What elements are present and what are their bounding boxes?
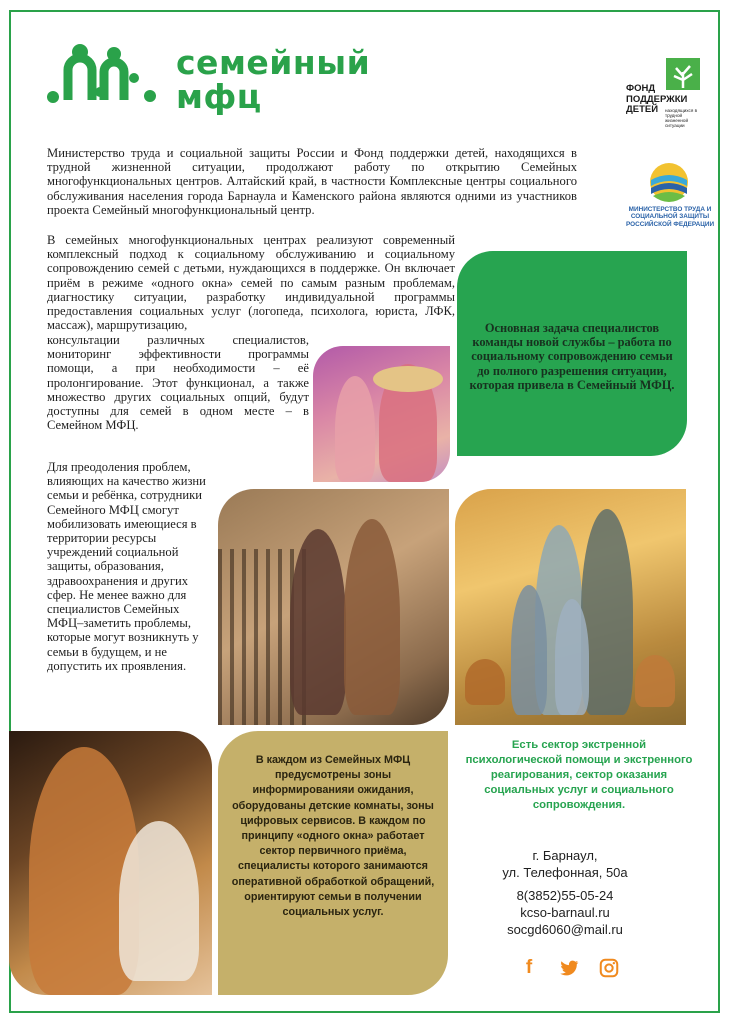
photo-mother-child (9, 731, 212, 995)
intro-paragraph: Министерство труда и социальной защиты России и Фонд поддержки детей, находящихся в трудной жизненной ситуации, продолжают работу по открытию Семейных многофункциональных центров. Алтайский край, в частности Комплексные центры социального обслуживания населения города Барнаула и Каменского района являются одними из участников проекта Семейный многофункциональный центр. (47, 146, 577, 217)
approach-paragraph: В семейных многофункциональных центрах реализуют современный комплексный подход к социальному обслуживанию и социальному сопровождению семей с детьми, нуждающихся в поддержке. Он включает приём в режиме «одного окна» семей по самым разным проблемам, диагностику ситуации, разработку индивидуальной программы предоставления социальных услуг (логопеда, психолога, юриста, ЛФК, массаж), маршрутизацию, (47, 233, 455, 333)
ministry-title: МИНИСТЕРСТВО ТРУДА И СОЦИАЛЬНОЙ ЗАЩИТЫ РОССИЙСКОЙ ФЕДЕРАЦИИ (625, 206, 715, 228)
main-task-card (457, 251, 687, 456)
contact-street: ул. Телефонная, 50а (502, 865, 628, 880)
fond-subtitle: находящихся в трудной жизненной ситуации (665, 108, 698, 128)
approach-paragraph-continued: консультации различных специалистов, мониторинг эффективности программы помощи, а при необходимости – её пролонгирование. Этот функционал, а также множество других социальных опций, будут доступны для семей в одном месте – в Семейном МФЦ. (47, 333, 309, 433)
fond-line3: ДЕТЕЙ (626, 104, 659, 115)
twitter-icon[interactable] (558, 957, 580, 979)
logo-line1: семейный (176, 43, 371, 82)
logo-line2: мфц (176, 77, 262, 116)
contact-city: г. Барнаул, (532, 848, 598, 863)
zones-text: В каждом из Семейных МФЦ предусмотрены зоны информированияи ожидания, оборудованы детские комнаты, зоны цифровых сервисов. В каждом по принципу «одного окна» работает сектор первичного приёма, специалисты которого занимаются оперативной обработкой обращений, ориентируют семьи в получении социальных услуг. (231, 754, 435, 919)
facebook-icon[interactable]: f (525, 957, 533, 978)
ministry-emblem-icon (649, 160, 689, 204)
contact-phone[interactable]: 8(3852)55-05-24 (516, 888, 614, 903)
photo-mother-daughter (313, 346, 450, 482)
family-mfc-logo-icon (46, 42, 158, 104)
contact-email[interactable]: socgd6060@mail.ru (507, 922, 623, 937)
photo-children-couple (218, 489, 449, 725)
contact-site[interactable]: kcso-barnaul.ru (520, 905, 610, 920)
contacts-block (470, 847, 660, 938)
photo-family-autumn (455, 489, 686, 725)
emergency-sector-text: Есть сектор экстренной психологической помощи и экстренного реагирования, сектор оказания социальных услуг и социального сопровождения. (465, 739, 693, 811)
resources-paragraph: Для преодоления проблем, влияющих на качество жизни семьи и ребёнка, сотрудники Семейного МФЦ смогут мобилизовать имеющиеся в территории ресурсы учреждений социальной защиты, образования, здравоохранения и других сфер. Не менее важно для специалистов Семейных МФЦ–заметить проблемы, которые могут возникнуть у семьи в будущем, и не допустить их проявления. (47, 460, 206, 673)
fond-line2: ПОДДЕРЖКИ (626, 93, 688, 105)
logo-title (176, 43, 371, 116)
zones-card (218, 731, 448, 995)
fond-line1: ФОНД (626, 83, 656, 94)
instagram-icon[interactable] (598, 957, 620, 979)
main-task-text: Основная задача специалистов команды новой службы – работа по социальному сопровождению семьи до полного разрешения ситуации, которая привела в Семейный МФЦ. (469, 321, 675, 392)
